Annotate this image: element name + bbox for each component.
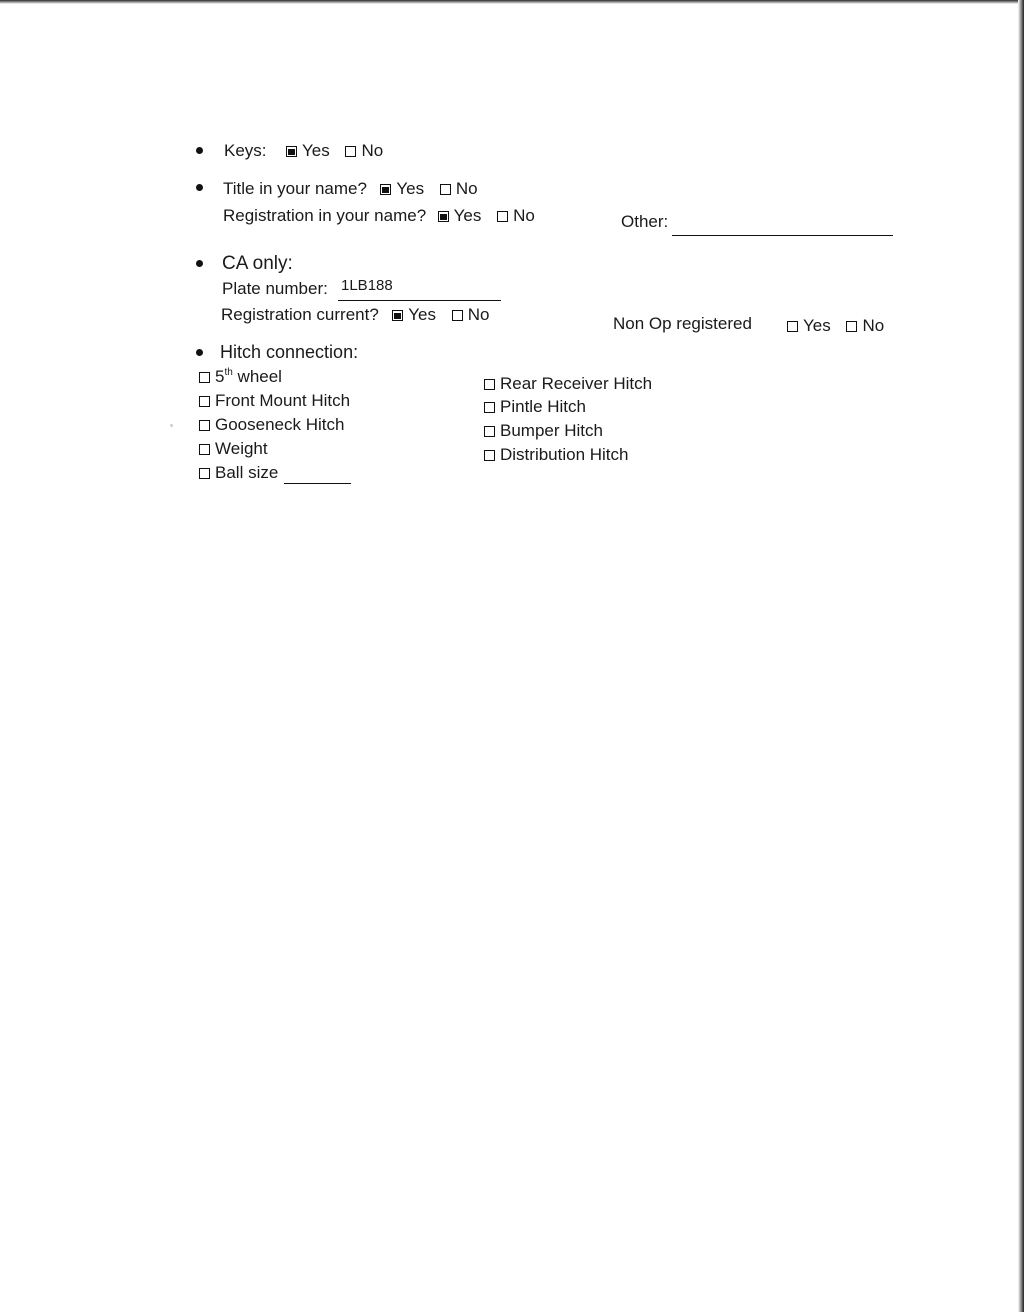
registration-name-yes-option[interactable]: [438, 206, 482, 226]
keys-no-checkbox[interactable]: [345, 146, 356, 157]
non-op-no-checkbox[interactable]: [846, 321, 857, 332]
title-no-checkbox[interactable]: [440, 184, 451, 195]
hitch-distribution-label: Distribution Hitch: [500, 445, 629, 464]
non-op-no-option[interactable]: [846, 316, 884, 336]
hitch-option-distribution[interactable]: [484, 445, 629, 465]
registration-current-row: [221, 305, 500, 325]
bullet-hitch: [196, 349, 203, 356]
hitch-option-pintle[interactable]: [484, 397, 586, 417]
non-op-options: [787, 316, 895, 336]
hitch-option-weight[interactable]: [199, 439, 268, 459]
bullet-keys: [196, 147, 203, 154]
registration-name-yes-checkbox[interactable]: [438, 211, 449, 222]
non-op-label: Non Op registered: [613, 314, 752, 333]
scan-edge-right: [1018, 0, 1024, 1312]
hitch-option-ball-size[interactable]: [199, 463, 278, 483]
hitch-weight-label: Weight: [215, 439, 268, 458]
hitch-5th-wheel-label-main: 5: [215, 367, 225, 386]
plate-number-line: [338, 300, 501, 301]
hitch-rear-receiver-label: Rear Receiver Hitch: [500, 374, 653, 393]
hitch-5th-wheel-label-sup: th: [224, 367, 233, 378]
hitch-pintle-checkbox[interactable]: [484, 402, 495, 413]
hitch-heading: Hitch connection:: [220, 342, 359, 362]
keys-no-option[interactable]: [345, 141, 383, 161]
non-op-yes-option[interactable]: [787, 316, 831, 336]
other-input-line[interactable]: [672, 235, 893, 236]
hitch-ball-size-checkbox[interactable]: [199, 468, 210, 479]
registration-current-yes-checkbox[interactable]: [392, 310, 403, 321]
title-no-label: No: [455, 179, 478, 198]
hitch-front-mount-checkbox[interactable]: [199, 396, 210, 407]
registration-current-yes-option[interactable]: [392, 305, 436, 325]
non-op-yes-checkbox[interactable]: [787, 321, 798, 332]
hitch-distribution-checkbox[interactable]: [484, 450, 495, 461]
hitch-option-rear-receiver[interactable]: [484, 374, 652, 394]
title-label: Title in your name?: [223, 179, 367, 198]
hitch-bumper-checkbox[interactable]: [484, 426, 495, 437]
registration-name-row: [223, 206, 546, 226]
scan-edge-top: [0, 0, 1024, 4]
plate-number-label: Plate number:: [222, 279, 328, 298]
registration-current-label: Registration current?: [221, 305, 379, 324]
keys-row: [224, 141, 394, 161]
plate-number-value[interactable]: 1LB188: [341, 277, 393, 294]
registration-name-yes-label: Yes: [453, 206, 482, 225]
registration-current-yes-label: Yes: [408, 305, 437, 324]
registration-name-no-label: No: [513, 206, 535, 225]
non-op-no-label: No: [862, 316, 885, 335]
ball-size-input-line[interactable]: [284, 483, 351, 484]
registration-name-no-option[interactable]: [497, 206, 535, 226]
scan-speck: [170, 424, 173, 427]
title-yes-option[interactable]: [380, 179, 424, 199]
keys-yes-checkbox[interactable]: [286, 146, 297, 157]
other-label: Other:: [621, 212, 669, 231]
hitch-5th-wheel-label-rest: wheel: [232, 367, 282, 386]
hitch-weight-checkbox[interactable]: [199, 444, 210, 455]
registration-current-no-checkbox[interactable]: [452, 310, 463, 321]
hitch-option-bumper[interactable]: [484, 421, 603, 441]
registration-name-label: Registration in your name?: [223, 206, 427, 225]
keys-label: Keys:: [224, 141, 267, 160]
hitch-gooseneck-label: Gooseneck Hitch: [215, 415, 345, 434]
hitch-front-mount-label: Front Mount Hitch: [215, 391, 351, 410]
title-yes-label: Yes: [396, 179, 425, 198]
hitch-bumper-label: Bumper Hitch: [500, 421, 603, 440]
hitch-pintle-label: Pintle Hitch: [500, 397, 586, 416]
hitch-gooseneck-checkbox[interactable]: [199, 420, 210, 431]
keys-yes-option[interactable]: [286, 141, 330, 161]
hitch-rear-receiver-checkbox[interactable]: [484, 379, 495, 390]
bullet-title: [196, 184, 203, 191]
title-yes-checkbox[interactable]: [380, 184, 391, 195]
keys-yes-label: Yes: [302, 141, 330, 160]
registration-current-no-option[interactable]: [452, 305, 490, 325]
non-op-yes-label: Yes: [803, 316, 831, 335]
registration-current-no-label: No: [467, 305, 490, 324]
title-no-option[interactable]: [440, 179, 478, 199]
bullet-ca-only: [196, 260, 203, 267]
hitch-option-gooseneck[interactable]: [199, 415, 344, 435]
hitch-5th-wheel-checkbox[interactable]: [199, 372, 210, 383]
ca-only-heading: CA only:: [222, 253, 293, 274]
registration-name-no-checkbox[interactable]: [497, 211, 508, 222]
hitch-ball-size-label: Ball size: [215, 463, 279, 482]
title-row: [223, 179, 489, 199]
hitch-option-front-mount[interactable]: [199, 391, 350, 411]
hitch-option-5th-wheel[interactable]: [199, 367, 282, 387]
keys-no-label: No: [361, 141, 384, 160]
